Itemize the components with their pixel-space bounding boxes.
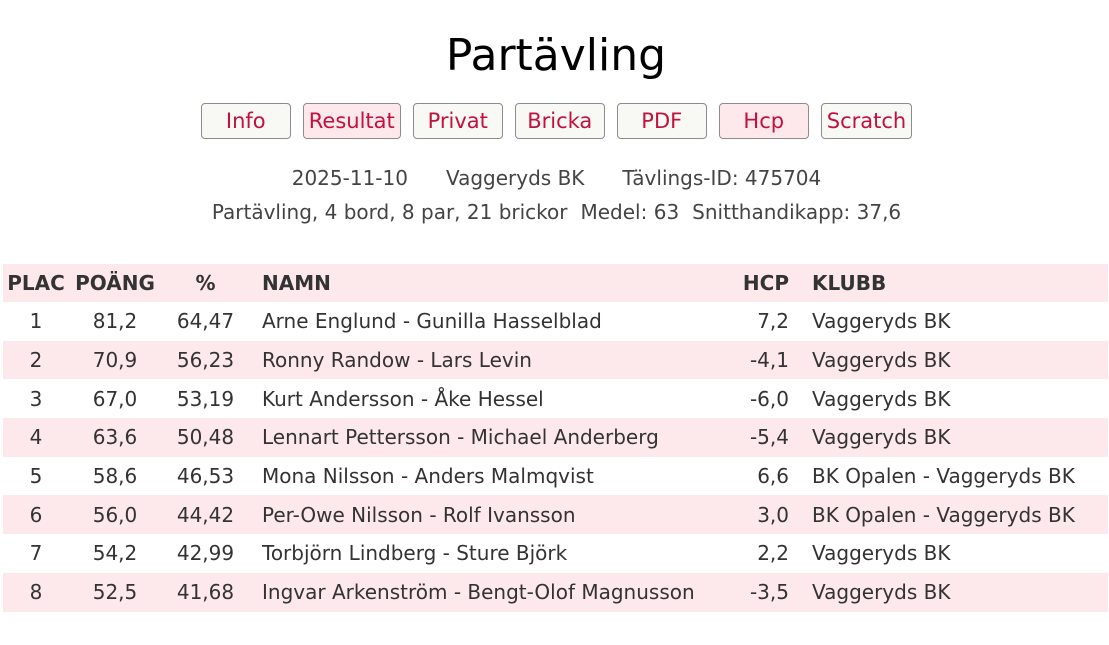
competition-summary xyxy=(0,200,1109,224)
table-row[interactable] xyxy=(3,457,1108,496)
cell-klubb: BK Opalen - Vaggeryds BK xyxy=(804,495,1108,534)
cell-pct: 41,68 xyxy=(161,573,250,612)
table-row[interactable] xyxy=(3,341,1108,380)
cell-pct: 50,48 xyxy=(161,418,250,457)
cell-hcp: -4,1 xyxy=(699,341,804,380)
hcp-button[interactable]: Hcp xyxy=(719,103,809,139)
privat-button[interactable]: Privat xyxy=(413,103,503,139)
header-plac[interactable]: PLAC xyxy=(3,264,69,302)
cell-namn[interactable]: Kurt Andersson - Åke Hessel xyxy=(250,379,699,418)
pdf-button[interactable]: PDF xyxy=(617,103,707,139)
cell-namn[interactable]: Per-Owe Nilsson - Rolf Ivansson xyxy=(250,495,699,534)
table-row[interactable] xyxy=(3,379,1108,418)
results-table xyxy=(3,264,1108,612)
cell-plac: 7 xyxy=(3,534,69,573)
cell-klubb: Vaggeryds BK xyxy=(804,573,1108,612)
cell-pct: 56,23 xyxy=(161,341,250,380)
cell-pct: 64,47 xyxy=(161,302,250,341)
cell-klubb: BK Opalen - Vaggeryds BK xyxy=(804,457,1108,496)
cell-poang: 63,6 xyxy=(69,418,161,457)
table-row[interactable] xyxy=(3,495,1108,534)
cell-hcp: -6,0 xyxy=(699,379,804,418)
cell-klubb: Vaggeryds BK xyxy=(804,302,1108,341)
cell-plac: 2 xyxy=(3,341,69,380)
cell-klubb: Vaggeryds BK xyxy=(804,379,1108,418)
cell-poang: 58,6 xyxy=(69,457,161,496)
cell-klubb: Vaggeryds BK xyxy=(804,341,1108,380)
nav-button-bar xyxy=(0,103,1109,139)
competition-description: Partävling, 4 bord, 8 par, 21 brickor xyxy=(211,200,568,224)
cell-poang: 70,9 xyxy=(69,341,161,380)
table-row[interactable] xyxy=(3,534,1108,573)
cell-hcp: 7,2 xyxy=(699,302,804,341)
cell-pct: 44,42 xyxy=(161,495,250,534)
cell-namn[interactable]: Ingvar Arkenström - Bengt-Olof Magnusson xyxy=(250,573,699,612)
cell-hcp: -3,5 xyxy=(699,573,804,612)
cell-poang: 52,5 xyxy=(69,573,161,612)
cell-hcp: -5,4 xyxy=(699,418,804,457)
competition-average: Medel: 63 xyxy=(580,200,680,224)
cell-namn[interactable]: Arne Englund - Gunilla Hasselblad xyxy=(250,302,699,341)
cell-poang: 67,0 xyxy=(69,379,161,418)
cell-namn[interactable]: Lennart Pettersson - Michael Anderberg xyxy=(250,418,699,457)
cell-klubb: Vaggeryds BK xyxy=(804,418,1108,457)
cell-namn[interactable]: Torbjörn Lindberg - Sture Björk xyxy=(250,534,699,573)
cell-pct: 46,53 xyxy=(161,457,250,496)
page-title: Partävling xyxy=(445,30,667,81)
cell-hcp: 3,0 xyxy=(699,495,804,534)
cell-plac: 4 xyxy=(3,418,69,457)
header-poang[interactable]: POÄNG xyxy=(69,264,161,302)
competition-club: Vaggeryds BK xyxy=(445,166,585,190)
cell-plac: 3 xyxy=(3,379,69,418)
cell-poang: 54,2 xyxy=(69,534,161,573)
cell-hcp: 2,2 xyxy=(699,534,804,573)
resultat-button[interactable]: Resultat xyxy=(303,103,401,139)
cell-plac: 1 xyxy=(3,302,69,341)
competition-date: 2025-11-10 xyxy=(291,166,408,190)
header-klubb[interactable]: KLUBB xyxy=(804,264,1108,302)
cell-poang: 81,2 xyxy=(69,302,161,341)
header-pct[interactable]: % xyxy=(161,264,250,302)
competition-id: Tävlings-ID: 475704 xyxy=(622,166,822,190)
cell-pct: 42,99 xyxy=(161,534,250,573)
competition-avg-handicap: Snitthandikapp: 37,6 xyxy=(692,200,902,224)
cell-plac: 5 xyxy=(3,457,69,496)
scratch-button[interactable]: Scratch xyxy=(821,103,912,139)
table-row[interactable] xyxy=(3,573,1108,612)
bricka-button[interactable]: Bricka xyxy=(515,103,605,139)
cell-pct: 53,19 xyxy=(161,379,250,418)
cell-namn[interactable]: Mona Nilsson - Anders Malmqvist xyxy=(250,457,699,496)
table-header-row xyxy=(3,264,1108,302)
cell-plac: 8 xyxy=(3,573,69,612)
cell-namn[interactable]: Ronny Randow - Lars Levin xyxy=(250,341,699,380)
table-row[interactable] xyxy=(3,418,1108,457)
header-namn[interactable]: NAMN xyxy=(250,264,699,302)
cell-plac: 6 xyxy=(3,495,69,534)
table-row[interactable] xyxy=(3,302,1108,341)
info-button[interactable]: Info xyxy=(201,103,291,139)
competition-meta xyxy=(0,166,1109,190)
header-hcp[interactable]: HCP xyxy=(699,264,804,302)
cell-poang: 56,0 xyxy=(69,495,161,534)
cell-hcp: 6,6 xyxy=(699,457,804,496)
cell-klubb: Vaggeryds BK xyxy=(804,534,1108,573)
